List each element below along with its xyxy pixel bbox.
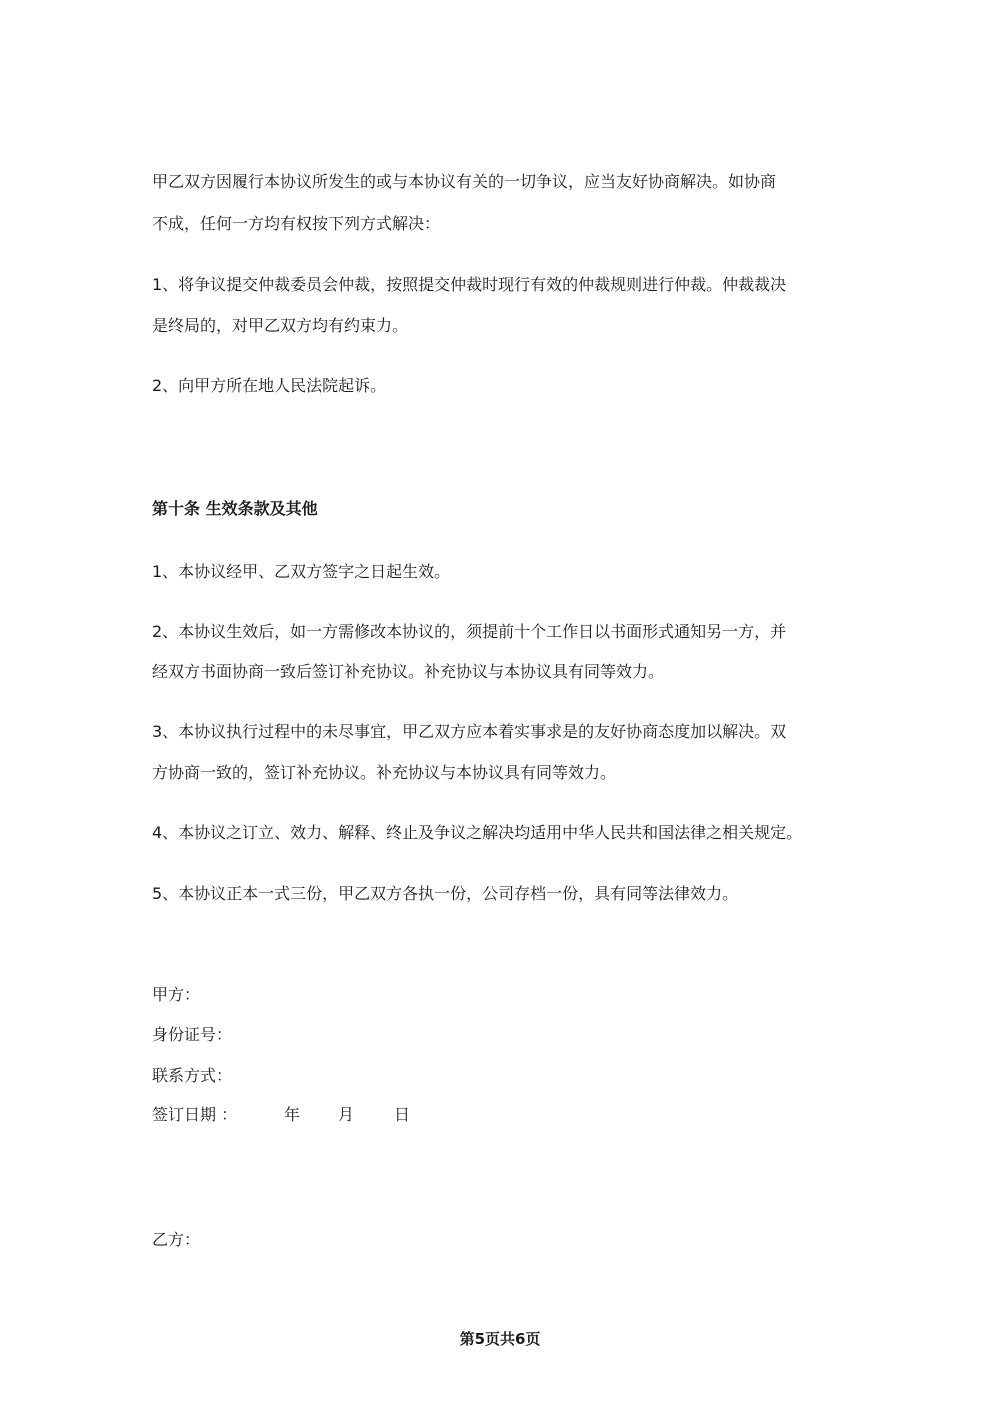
clause-1: 1、本协议经甲、乙双方签字之日起生效。 xyxy=(152,562,451,581)
dispute-option-1-line-1: 1、将争议提交仲裁委员会仲裁，按照提交仲裁时现行有效的仲裁规则进行仲裁。仲裁裁决 xyxy=(152,275,787,294)
clause-3-line-1: 3、本协议执行过程中的未尽事宜，甲乙双方应本着实事求是的友好协商态度加以解决。双 xyxy=(152,722,787,741)
page-number: 第5页共6页 xyxy=(459,1330,541,1348)
party-b-label: 乙方： xyxy=(152,1230,201,1249)
signing-date-label: 签订日期 ： xyxy=(152,1105,238,1124)
intro-line-1: 甲乙双方因履行本协议所发生的或与本协议有关的一切争议，应当友好协商解决。如协商 xyxy=(152,172,777,191)
clause-3-line-2: 方协商一致的，签订补充协议。补充协议与本协议具有同等效力。 xyxy=(152,763,617,782)
dispute-option-2: 2、向甲方所在地人民法院起诉。 xyxy=(152,376,387,395)
dispute-option-1-line-2: 是终局的，对甲乙双方均有约束力。 xyxy=(152,316,409,335)
clause-2-line-1: 2、本协议生效后，如一方需修改本协议的，须提前十个工作日以书面形式通知另一方，并 xyxy=(152,622,787,641)
party-a-label: 甲方： xyxy=(152,985,201,1004)
clause-4: 4、本协议之订立、效力、解释、终止及争议之解决均适用中华人民共和国法律之相关规定。 xyxy=(152,823,803,842)
date-year: 年 xyxy=(284,1105,301,1124)
clause-2-line-2: 经双方书面协商一致后签订补充协议。补充协议与本协议具有同等效力。 xyxy=(152,662,665,681)
intro-line-2: 不成，任何一方均有权按下列方式解决： xyxy=(152,214,441,233)
signing-date-row xyxy=(152,1105,410,1125)
article-10-title: 第十条 生效条款及其他 xyxy=(152,499,318,518)
id-number-label: 身份证号： xyxy=(152,1025,233,1044)
clause-5: 5、本协议正本一式三份，甲乙双方各执一份，公司存档一份，具有同等法律效力。 xyxy=(152,884,739,903)
date-month: 月 xyxy=(338,1105,355,1124)
date-day: 日 xyxy=(394,1105,411,1124)
contact-label: 联系方式： xyxy=(152,1066,233,1085)
